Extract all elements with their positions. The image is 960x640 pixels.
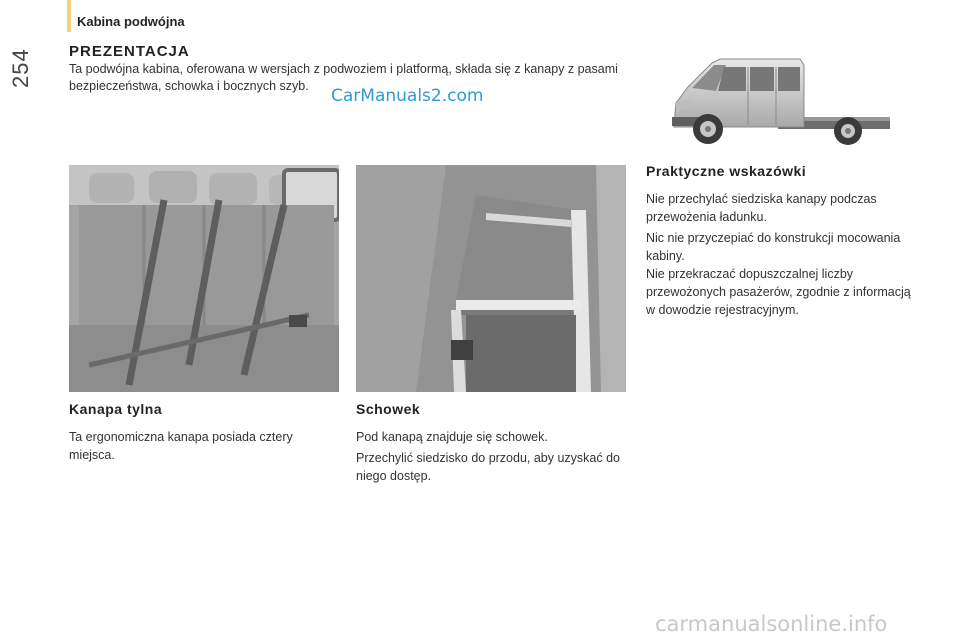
presentation-heading: PREZENTACJA xyxy=(69,43,190,60)
storage-photo xyxy=(356,165,626,392)
page-number: 254 xyxy=(8,48,33,88)
storage-text-2: Przechylić siedzisko do przodu, aby uzyskać do niego dostęp. xyxy=(356,451,621,483)
storage-text-1: Pod kanapą znajduje się schowek. xyxy=(356,430,548,444)
tip-item-3: Nie przekraczać dopuszczalnej liczby przewożonych pasażerów, zgodnie z informacją w dowodzie rejestracyjnym. xyxy=(646,267,911,317)
tip-item-1: Nie przechylać siedziska kanapy podczas przewożenia ładunku. xyxy=(646,192,877,224)
presentation-text: Ta podwójna kabina, oferowana w wersjach z podwoziem i platformą, składa się z kanapy z pasami bezpieczeństwa, schowka i bocznych szyb. xyxy=(69,62,618,93)
watermark-top: CarManuals2.com xyxy=(331,86,484,106)
tips-heading: Praktyczne wskazówki xyxy=(646,163,807,179)
section-title: Kabina podwójna xyxy=(77,14,185,29)
header-accent-bar xyxy=(67,0,71,32)
storage-heading: Schowek xyxy=(356,401,421,417)
van-illustration xyxy=(668,55,894,149)
tip-item-2: Nic nie przyczepiać do konstrukcji mocowania kabiny. xyxy=(646,231,901,263)
watermark-bottom[interactable]: carmanualsonline.info xyxy=(655,612,888,636)
rear-bench-heading: Kanapa tylna xyxy=(69,401,163,417)
rear-bench-photo xyxy=(69,165,339,392)
rear-bench-text: Ta ergonomiczna kanapa posiada cztery miejsca. xyxy=(69,430,293,462)
